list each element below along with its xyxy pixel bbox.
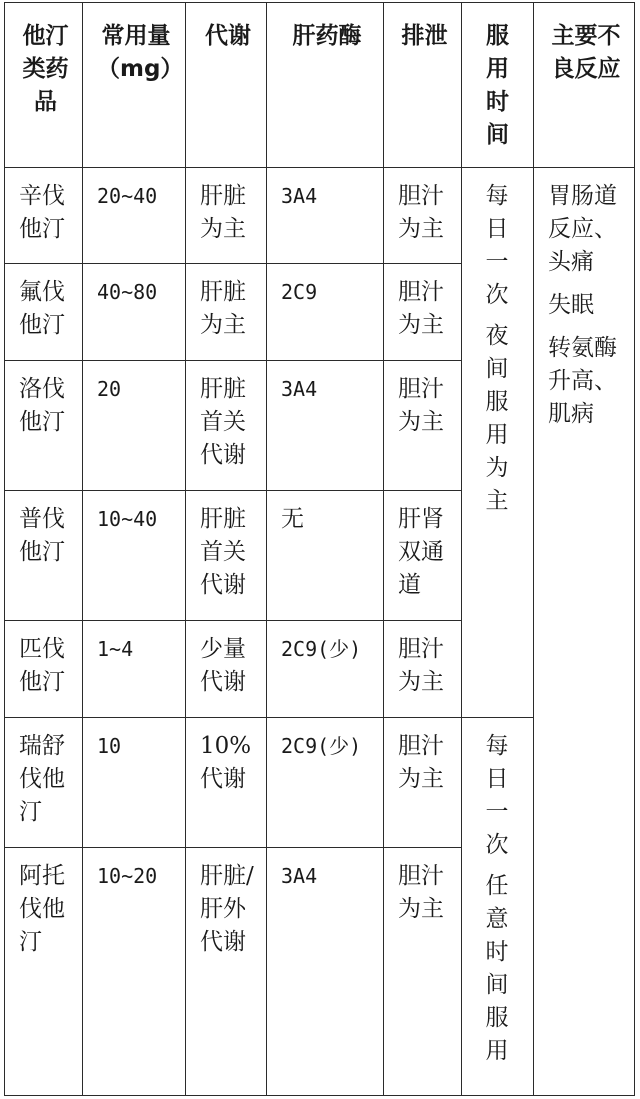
drug-name: 阿托伐他汀 (19, 863, 65, 955)
cell-metabolism (186, 491, 267, 621)
cell-metabolism (186, 621, 267, 718)
enzyme-value: 3A4 (281, 184, 318, 208)
excretion-value: 胆汁为主 (398, 183, 444, 242)
cell-excretion (384, 264, 462, 361)
cell-dose (83, 848, 186, 1096)
cell-drug (5, 361, 83, 491)
header-adverse (534, 3, 635, 168)
header-timing (462, 3, 534, 168)
cell-excretion (384, 168, 462, 264)
cell-excretion (384, 718, 462, 848)
metabolism-value: 肝脏为主 (200, 183, 246, 242)
header-dose-label: 常用量（mg） (97, 23, 184, 82)
dose-value: 10 (97, 734, 122, 758)
cell-dose (83, 264, 186, 361)
excretion-value: 胆汁为主 (398, 863, 444, 922)
cell-excretion (384, 491, 462, 621)
cell-enzyme (267, 621, 384, 718)
timing-group-1-part1: 每日一次 (485, 183, 509, 308)
dose-value: 10~40 (97, 507, 158, 531)
excretion-value: 胆汁为主 (398, 279, 444, 338)
metabolism-value: 10%代谢 (200, 733, 252, 792)
cell-enzyme (267, 264, 384, 361)
timing-group-2-part1: 每日一次 (485, 733, 509, 858)
cell-enzyme (267, 168, 384, 264)
cell-drug (5, 491, 83, 621)
drug-name: 匹伐他汀 (19, 636, 65, 695)
cell-drug (5, 168, 83, 264)
cell-drug (5, 621, 83, 718)
cell-enzyme (267, 718, 384, 848)
enzyme-value: 2C9(少) (281, 734, 362, 758)
dose-value: 20 (97, 377, 122, 401)
cell-drug (5, 718, 83, 848)
header-excretion (384, 3, 462, 168)
metabolism-value: 肝脏首关代谢 (200, 376, 246, 468)
drug-name: 氟伐他汀 (19, 279, 65, 338)
cell-excretion (384, 621, 462, 718)
enzyme-value: 2C9 (281, 280, 318, 304)
cell-enzyme (267, 848, 384, 1096)
header-dose (83, 3, 186, 168)
header-metabolism-label: 代谢 (205, 23, 251, 49)
dose-value: 1~4 (97, 637, 134, 661)
excretion-value: 胆汁为主 (398, 376, 444, 435)
cell-dose (83, 361, 186, 491)
cell-timing-group-1 (462, 168, 534, 718)
metabolism-value: 肝脏首关代谢 (200, 506, 246, 598)
adverse-reactions-text (534, 168, 634, 431)
header-excretion-label: 排泄 (401, 23, 448, 49)
cell-dose (83, 718, 186, 848)
timing-group-2-text (486, 730, 510, 1068)
timing-group-2-part2: 任意时间服用 (485, 873, 509, 1064)
cell-metabolism (186, 361, 267, 491)
drug-name: 瑞舒伐他汀 (19, 733, 65, 825)
excretion-value: 胆汁为主 (398, 636, 444, 695)
cell-dose (83, 168, 186, 264)
drug-name: 辛伐他汀 (19, 183, 65, 242)
cell-metabolism (186, 718, 267, 848)
metabolism-value: 肝脏为主 (200, 279, 246, 338)
cell-dose (83, 491, 186, 621)
cell-excretion (384, 848, 462, 1096)
enzyme-value: 2C9(少) (281, 637, 362, 661)
header-drug-label: 他汀类药品 (22, 23, 69, 115)
header-enzyme-label: 肝药酶 (292, 23, 362, 49)
enzyme-value: 无 (281, 506, 304, 532)
adverse-reaction-item: 转氨酶升高、肌病 (548, 335, 617, 427)
adverse-reaction-item: 失眠 (548, 292, 594, 318)
dose-value: 10~20 (97, 864, 158, 888)
excretion-value: 胆汁为主 (398, 733, 444, 792)
adverse-reaction-item: 胃肠道反应、头痛 (548, 183, 617, 275)
header-timing-label: 服用时间 (486, 23, 509, 148)
cell-enzyme (267, 491, 384, 621)
drug-name: 洛伐他汀 (19, 376, 65, 435)
cell-dose (83, 621, 186, 718)
header-enzyme (267, 3, 384, 168)
cell-metabolism (186, 168, 267, 264)
cell-metabolism (186, 264, 267, 361)
statin-comparison-table (4, 2, 635, 1096)
excretion-value: 肝肾双通道 (398, 506, 444, 598)
cell-enzyme (267, 361, 384, 491)
drug-name: 普伐他汀 (19, 506, 65, 565)
metabolism-value: 少量代谢 (200, 636, 246, 695)
table-row (5, 168, 635, 264)
cell-drug (5, 848, 83, 1096)
dose-value: 40~80 (97, 280, 158, 304)
header-drug (5, 3, 83, 168)
timing-group-1-text (486, 180, 510, 518)
cell-excretion (384, 361, 462, 491)
enzyme-value: 3A4 (281, 377, 318, 401)
header-metabolism (186, 3, 267, 168)
header-row (5, 3, 635, 168)
cell-metabolism (186, 848, 267, 1096)
metabolism-value: 肝脏/肝外代谢 (200, 863, 254, 955)
cell-adverse-reactions (534, 168, 635, 1096)
cell-timing-group-2 (462, 718, 534, 1096)
dose-value: 20~40 (97, 184, 158, 208)
cell-drug (5, 264, 83, 361)
timing-group-1-part2: 夜间服用为主 (485, 323, 509, 514)
header-adverse-label: 主要不良反应 (551, 23, 621, 82)
enzyme-value: 3A4 (281, 864, 318, 888)
